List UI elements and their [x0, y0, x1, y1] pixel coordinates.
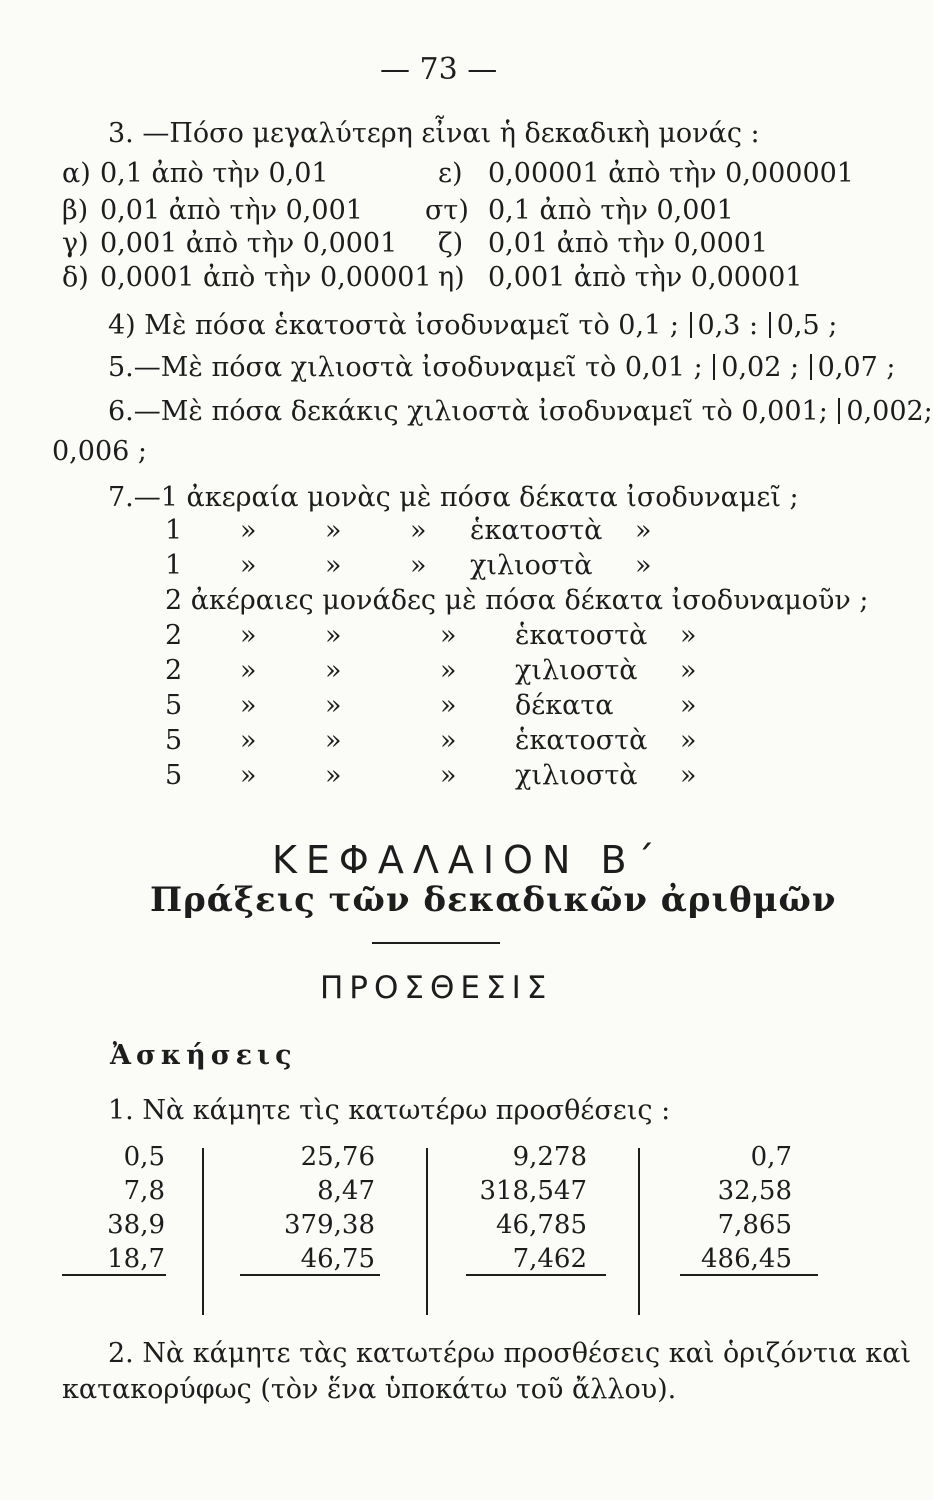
ditto-mark: » [240, 690, 257, 721]
ditto-mark: » [680, 760, 697, 791]
addend: 7,8 [123, 1176, 165, 1206]
exercise-7-number: 5 [165, 725, 183, 756]
exercise-7-word: ἑκατοστὰ [470, 515, 603, 546]
exercise-3-right-text-e: 0,00001 ἀπὸ τὴν 0,000001 [488, 158, 854, 189]
exercise-7-word: δέκατα [515, 690, 614, 721]
exercise-4-value-3: 0,5 ; [776, 310, 838, 341]
exercise-3-right-label-e: ε) [438, 158, 463, 189]
ditto-mark: » [440, 690, 457, 721]
exercise-3-right-text-st: 0,1 ἀπὸ τὴν 0,001 [488, 195, 734, 226]
addition-exercise-2-line-2: κατακορύφως (τὸν ἕνα ὑποκάτω τοῦ ἄλλου). [62, 1374, 677, 1405]
ditto-mark: » [680, 690, 697, 721]
exercise-3-right-label-st: στ) [425, 195, 469, 226]
addend: 318,547 [479, 1176, 587, 1206]
ditto-mark: » [440, 655, 457, 686]
exercise-7-number: 1 [165, 550, 183, 581]
exercise-7-word: ἑκατοστὰ [515, 620, 648, 651]
addition-column-1 [60, 1140, 165, 1276]
ditto-mark: » [240, 760, 257, 791]
exercise-3-right-text-z: 0,01 ἀπὸ τὴν 0,0001 [488, 228, 769, 259]
exercise-5-value-3: 0,07 ; [817, 352, 896, 383]
ditto-mark: » [440, 725, 457, 756]
addition-exercise-1-text: 1. Νὰ κάμητε τὶς κατωτέρω προσθέσεις : [108, 1095, 671, 1126]
addend: 0,5 [123, 1142, 165, 1172]
separator-bar [769, 312, 771, 338]
ditto-mark: » [240, 725, 257, 756]
exercise-3-left-text-d: 0,0001 ἀπὸ τὴν 0,00001 [100, 262, 432, 293]
separator-bar [713, 354, 715, 380]
ditto-mark: » [440, 620, 457, 651]
exercise-4-value-2: 0,3 : [697, 310, 759, 341]
exercise-7-number: 5 [165, 690, 183, 721]
exercise-7-number: 5 [165, 760, 183, 791]
exercise-4 [108, 310, 837, 341]
ditto-mark: » [240, 655, 257, 686]
ditto-mark: » [440, 760, 457, 791]
sum-line [466, 1274, 606, 1276]
addend: 379,38 [284, 1210, 375, 1240]
exercise-7-word: χιλιοστὰ [470, 550, 593, 581]
exercise-5-text: 5.—Μὲ πόσα χιλιοστὰ ἰσοδυναμεῖ τὸ 0,01 ; [108, 352, 703, 383]
addition-column-3 [460, 1140, 587, 1276]
exercise-7-number: 2 [165, 655, 183, 686]
chapter-subtitle: Πράξεις τῶν δεκαδικῶν ἀριθμῶν [150, 880, 837, 920]
exercise-6-value-2: 0,002; [846, 396, 933, 427]
ditto-mark: » [240, 550, 257, 581]
ditto-mark: » [635, 550, 652, 581]
exercise-3-right-text-h: 0,001 ἀπὸ τὴν 0,00001 [488, 262, 803, 293]
exercise-3-left-label-b: β) [62, 195, 89, 226]
ditto-mark: » [325, 655, 342, 686]
exercise-4-text: 4) Μὲ πόσα ἑκατοστὰ ἰσοδυναμεῖ τὸ 0,1 ; [108, 310, 679, 341]
exercise-7-number: 2 [165, 620, 183, 651]
ditto-mark: » [680, 725, 697, 756]
exercise-7-number: 1 [165, 515, 183, 546]
addend: 32,58 [717, 1176, 792, 1206]
addend: 18,7 [107, 1244, 165, 1274]
addend: 486,45 [701, 1244, 792, 1274]
exercise-7-line-4: 2 ἀκέραιες μονάδες μὲ πόσα δέκατα ἰσοδυναμοῦν ; [165, 585, 869, 616]
exercise-7-word: χιλιοστὰ [515, 655, 638, 686]
addend: 25,76 [300, 1142, 375, 1172]
exercise-3-right-label-h: η) [438, 262, 465, 293]
column-separator [426, 1148, 428, 1315]
exercise-3-right-label-z: ζ) [438, 228, 464, 259]
addition-exercise-2-line-1: 2. Νὰ κάμητε τὰς κατωτέρω προσθέσεις καὶ ὁριζόντια καὶ [108, 1338, 912, 1369]
ditto-mark: » [325, 725, 342, 756]
ditto-mark: » [325, 760, 342, 791]
exercise-7-word: ἑκατοστὰ [515, 725, 648, 756]
sum-line [680, 1274, 818, 1276]
exercise-3-intro: 3. —Πόσο μεγαλύτερη εἶναι ἡ δεκαδικὴ μονάς : [108, 118, 760, 149]
ditto-mark: » [240, 515, 257, 546]
addend: 9,278 [512, 1142, 587, 1172]
addend: 46,75 [300, 1244, 375, 1274]
section-title: ΠΡΟΣΘΕΣΙΣ [320, 970, 553, 1006]
addend: 46,785 [496, 1210, 587, 1240]
exercise-6 [108, 396, 933, 427]
ditto-mark: » [325, 620, 342, 651]
addend: 7,865 [717, 1210, 792, 1240]
exercise-3-left-text-a: 0,1 ἀπὸ τὴν 0,01 [100, 158, 329, 189]
column-separator [202, 1148, 204, 1315]
addend: 8,47 [317, 1176, 375, 1206]
chapter-title: ΚΕΦΑΛΑΙΟΝ Β΄ [272, 838, 664, 882]
separator-bar [838, 398, 840, 424]
addend: 0,7 [750, 1142, 792, 1172]
addend: 7,462 [512, 1244, 587, 1274]
exercise-3-left-label-a: α) [62, 158, 91, 189]
exercise-5-value-2: 0,02 ; [721, 352, 800, 383]
ditto-mark: » [635, 515, 652, 546]
ditto-mark: » [325, 690, 342, 721]
exercise-7-line-1: 7.—1 ἀκεραία μονὰς μὲ πόσα δέκατα ἰσοδυναμεῖ ; [108, 482, 799, 513]
sum-line [62, 1274, 166, 1276]
addition-column-2 [240, 1140, 375, 1276]
ditto-mark: » [240, 620, 257, 651]
ditto-mark: » [410, 550, 427, 581]
ditto-mark: » [410, 515, 427, 546]
exercise-5 [108, 352, 895, 383]
exercise-3-left-text-c: 0,001 ἀπὸ τὴν 0,0001 [100, 228, 398, 259]
ditto-mark: » [325, 550, 342, 581]
ditto-mark: » [680, 620, 697, 651]
page-number: — 73 — [380, 52, 498, 87]
exercise-6-value-3: 0,006 ; [52, 436, 147, 467]
separator-bar [810, 354, 812, 380]
exercise-3-left-label-d: δ) [62, 262, 89, 293]
exercises-heading: Ἀσκήσεις [110, 1040, 297, 1071]
sum-line [240, 1274, 380, 1276]
exercise-3-left-text-b: 0,01 ἀπὸ τὴν 0,001 [100, 195, 363, 226]
addend: 38,9 [107, 1210, 165, 1240]
divider [372, 942, 500, 944]
ditto-mark: » [680, 655, 697, 686]
addition-column-4 [680, 1140, 792, 1276]
exercise-3-left-label-c: γ) [62, 228, 89, 259]
column-separator [638, 1148, 640, 1315]
separator-bar [690, 312, 692, 338]
exercise-7-word: χιλιοστὰ [515, 760, 638, 791]
exercise-6-text: 6.—Μὲ πόσα δεκάκις χιλιοστὰ ἰσοδυναμεῖ τὸ 0,001; [108, 396, 828, 427]
ditto-mark: » [325, 515, 342, 546]
